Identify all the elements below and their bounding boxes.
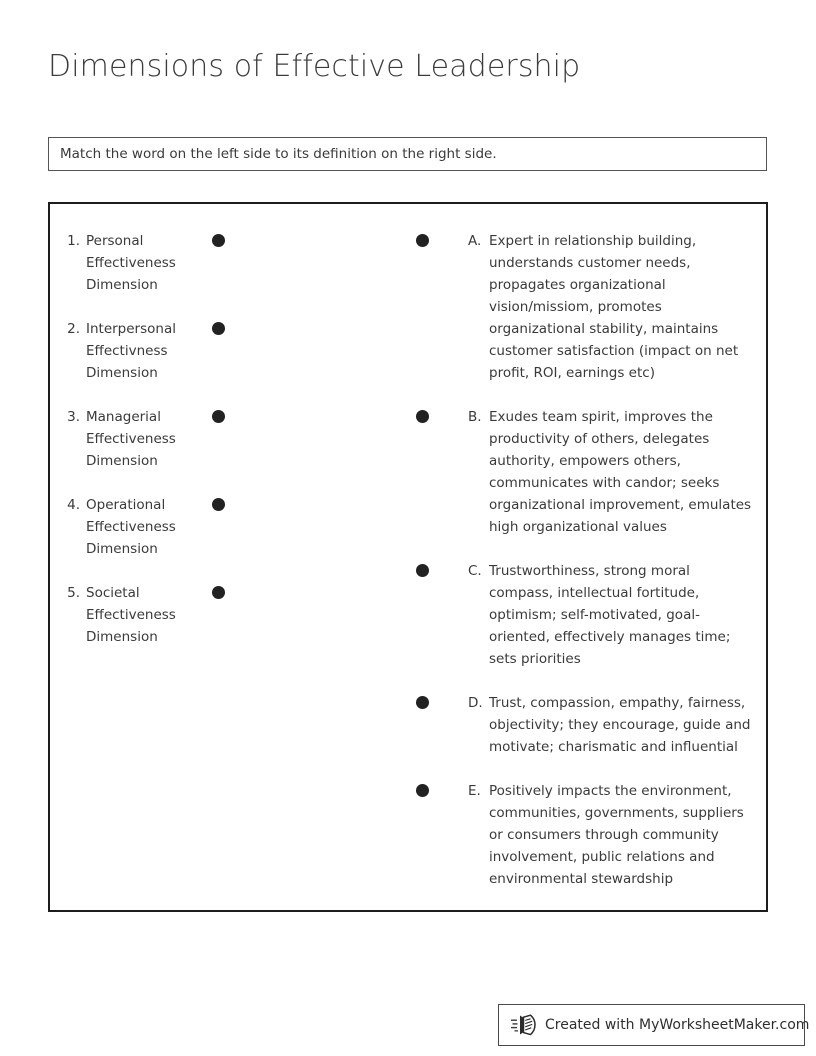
term-number: 4.: [67, 497, 80, 513]
page-title: Dimensions of Effective Leadership: [48, 49, 581, 84]
term-item: [64, 230, 244, 296]
term-match-dot[interactable]: [212, 234, 225, 247]
definition-item: [416, 780, 754, 890]
term-match-dot[interactable]: [212, 322, 225, 335]
term-match-dot[interactable]: [212, 410, 225, 423]
term-label: Personal Effectiveness Dimension: [86, 233, 176, 293]
definition-text: Exudes team spirit, improves the productivity of others, delegates authority, empowers others, communicates with candor; seeks organizational improvement, emulates high organizational values: [489, 409, 752, 535]
term-item: [64, 494, 244, 560]
definition-item: [416, 560, 754, 670]
terms-column: [64, 230, 244, 670]
instructions-text: Match the word on the left side to its definition on the right side.: [60, 146, 497, 162]
matching-exercise-box: [48, 202, 768, 912]
term-number: 5.: [67, 585, 80, 601]
term-item: [64, 406, 244, 472]
term-number: 3.: [67, 409, 80, 425]
definition-match-dot[interactable]: [416, 564, 429, 577]
definitions-column: [416, 230, 754, 912]
definition-text: Trust, compassion, empathy, fairness, objectivity; they encourage, guide and motivate; charismatic and influential: [489, 695, 751, 755]
definition-text: Trustworthiness, strong moral compass, intellectual fortitude, optimism; self-motivated, goal-oriented, effectively manages time; sets priorities: [489, 563, 731, 667]
term-label: Managerial Effectiveness Dimension: [86, 409, 176, 469]
term-match-dot[interactable]: [212, 586, 225, 599]
term-item: [64, 582, 244, 648]
definition-match-dot[interactable]: [416, 784, 429, 797]
definition-text: Positively impacts the environment, communities, governments, suppliers or consumers through community involvement, public relations and environmental stewardship: [489, 783, 744, 887]
term-label: Interpersonal Effectivness Dimension: [86, 321, 176, 381]
term-number: 1.: [67, 233, 80, 249]
definition-item: [416, 406, 754, 538]
term-item: [64, 318, 244, 384]
definition-letter: B.: [468, 409, 482, 425]
definition-letter: A.: [468, 233, 482, 249]
definition-text: Expert in relationship building, understands customer needs, propagates organizational vision/missiom, promotes organizational stability, maintains customer satisfaction (impact on net profit, ROI, earnings etc): [489, 233, 739, 381]
definition-item: [416, 692, 754, 758]
definition-match-dot[interactable]: [416, 410, 429, 423]
instructions-box: [48, 137, 767, 171]
term-label: Operational Effectiveness Dimension: [86, 497, 176, 557]
definition-item: [416, 230, 754, 384]
definition-letter: D.: [468, 695, 483, 711]
created-with-badge[interactable]: [498, 1004, 810, 1046]
term-label: Societal Effectiveness Dimension: [86, 585, 176, 645]
definition-letter: E.: [468, 783, 481, 799]
worksheet-maker-logo-icon: [511, 1012, 537, 1038]
definition-letter: C.: [468, 563, 482, 579]
definition-match-dot[interactable]: [416, 234, 429, 247]
definition-match-dot[interactable]: [416, 696, 429, 709]
created-with-text: Created with MyWorksheetMaker.com: [545, 1017, 810, 1033]
term-number: 2.: [67, 321, 80, 337]
term-match-dot[interactable]: [212, 498, 225, 511]
